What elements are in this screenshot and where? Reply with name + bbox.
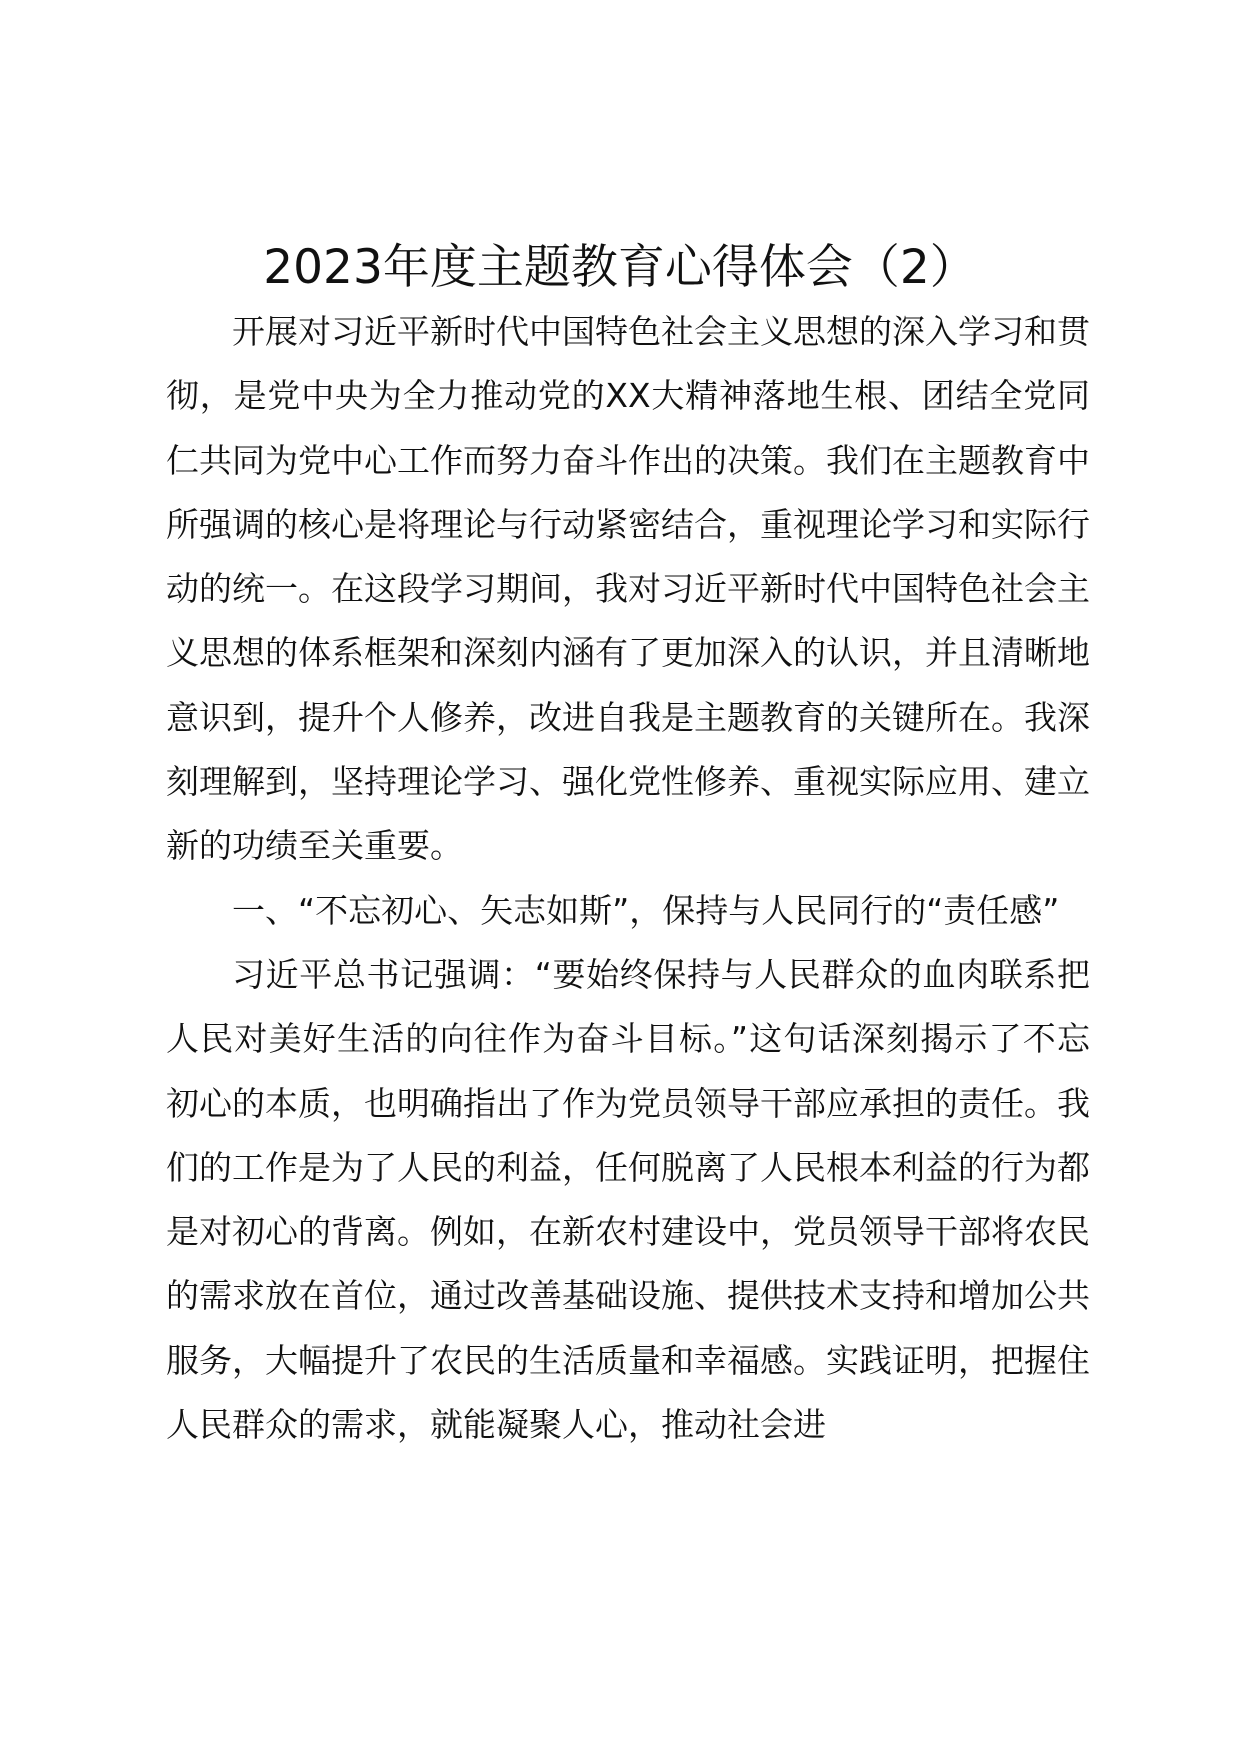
document-body [166,300,1090,1457]
document-title: 2023年度主题教育心得体会（2） [263,240,977,295]
paragraph-intro: 开展对习近平新时代中国特色社会主义思想的深入学习和贯彻，是党中央为全力推动党的XX大精神落地生根、团结全党同仁共同为党中心工作而努力奋斗作出的决策。我们在主题教育中所强调的核心是将理论与行动紧密结合，重视理论学习和实际行动的统一。在这段学习期间，我对习近平新时代中国特色社会主义思想的体系框架和深刻内涵有了更加深入的认识，并且清晰地意识到，提升个人修养，改进自我是主题教育的关键所在。我深刻理解到，坚持理论学习、强化党性修养、重视实际应用、建立新的功绩至关重要。 [166,312,1090,866]
paragraph-section-1: 习近平总书记强调：“要始终保持与人民群众的血肉联系把人民对美好生活的向往作为奋斗目标。”这句话深刻揭示了不忘初心的本质，也明确指出了作为党员领导干部应承担的责任。我们的工作是为了人民的利益，任何脱离了人民根本利益的行为都是对初心的背离。例如，在新农村建设中，党员领导干部将农民的需求放在首位，通过改善基础设施、提供技术支持和增加公共服务，大幅提升了农民的生活质量和幸福感。实践证明，把握住人民群众的需求，就能凝聚人心，推动社会进 [166,954,1090,1445]
section-heading-1: 一、“不忘初心、矢志如斯”，保持与人民同行的“责任感” [232,890,1060,930]
